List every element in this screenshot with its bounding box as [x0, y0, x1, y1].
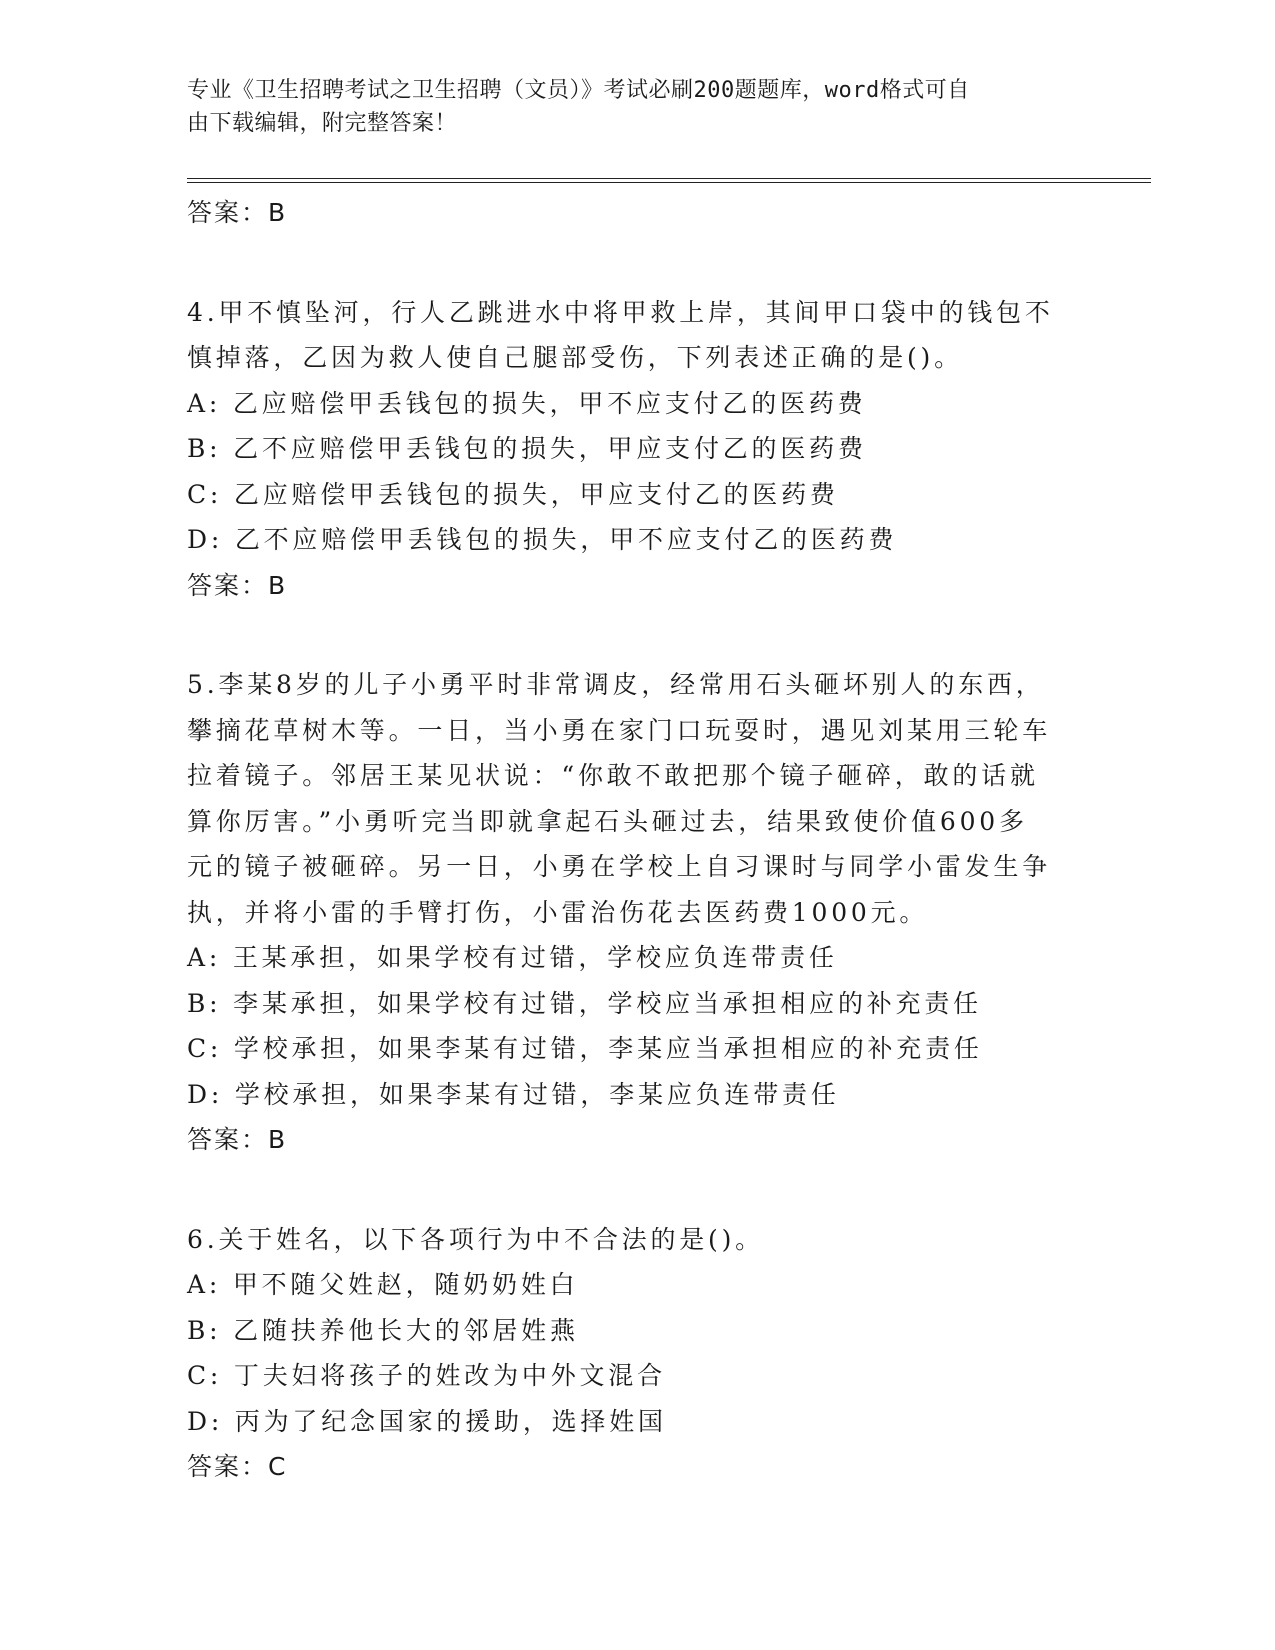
previous-answer: 答案：B — [187, 198, 288, 227]
question-stem-line: 拉着镜子。邻居王某见状说：“你敢不敢把那个镜子砸碎，敢的话就 — [187, 761, 1039, 790]
question-stem-line: 5.李某8岁的儿子小勇平时非常调皮，经常用石头砸坏别人的东西， — [187, 670, 1045, 699]
document-header — [187, 74, 1067, 140]
question-stem-line: 6.关于姓名，以下各项行为中不合法的是()。 — [187, 1224, 764, 1254]
option-a: A: 乙应赔偿甲丢钱包的损失，甲不应支付乙的医药费 — [187, 388, 867, 418]
header-line-2: 由下载编辑，附完整答案！ — [187, 111, 458, 136]
question-stem-line: 执，并将小雷的手臂打伤，小雷治伤花去医药费1000元。 — [187, 897, 929, 927]
option-b: B: 乙随扶养他长大的邻居姓燕 — [187, 1315, 579, 1345]
option-d: D: 乙不应赔偿甲丢钱包的损失，甲不应支付乙的医药费 — [187, 525, 898, 554]
option-c: C: 丁夫妇将孩子的姓改为中外文混合 — [187, 1361, 666, 1390]
answer-label: 答案：B — [187, 1125, 288, 1154]
question-stem-line: 元的镜子被砸碎。另一日，小勇在学校上自习课时与同学小雷发生争 — [187, 852, 1052, 881]
question-list — [187, 190, 1067, 1490]
option-c: C: 学校承担，如果李某有过错，李某应当承担相应的补充责任 — [187, 1034, 983, 1063]
option-c: C: 乙应赔偿甲丢钱包的损失，甲应支付乙的医药费 — [187, 479, 839, 509]
question-4 — [187, 290, 1067, 609]
spacer — [187, 236, 1067, 290]
option-b: B: 李某承担，如果学校有过错，学校应当承担相应的补充责任 — [187, 988, 982, 1018]
question-5 — [187, 662, 1067, 1163]
header-divider-top — [187, 178, 1151, 179]
answer-label: 答案：B — [187, 570, 288, 600]
spacer — [187, 608, 1067, 662]
question-stem-line: 攀摘花草树木等。一日，当小勇在家门口玩耍时，遇见刘某用三轮车 — [187, 715, 1052, 745]
question-stem-line: 算你厉害。”小勇听完当即就拿起石头砸过去，结果致使价值600多 — [187, 806, 1028, 836]
option-a: A: 王某承担，如果学校有过错，学校应负连带责任 — [187, 943, 838, 972]
spacer — [187, 1163, 1067, 1217]
option-b: B: 乙不应赔偿甲丢钱包的损失，甲应支付乙的医药费 — [187, 434, 867, 463]
question-stem-line: 4.甲不慎坠河，行人乙跳进水中将甲救上岸，其间甲口袋中的钱包不 — [187, 297, 1054, 327]
option-d: D: 学校承担，如果李某有过错，李某应负连带责任 — [187, 1079, 840, 1109]
option-d: D: 丙为了纪念国家的援助，选择姓国 — [187, 1406, 667, 1436]
option-a: A: 甲不随父姓赵，随奶奶姓白 — [187, 1270, 579, 1299]
header-line-1: 专业《卫生招聘考试之卫生招聘（文员）》考试必刷200题题库，word格式可自 — [187, 78, 970, 103]
header-divider-bottom — [187, 182, 1151, 183]
question-6 — [187, 1217, 1067, 1490]
answer-label: 答案：C — [187, 1452, 288, 1481]
question-stem-line: 慎掉落，乙因为救人使自己腿部受伤，下列表述正确的是()。 — [187, 343, 963, 372]
